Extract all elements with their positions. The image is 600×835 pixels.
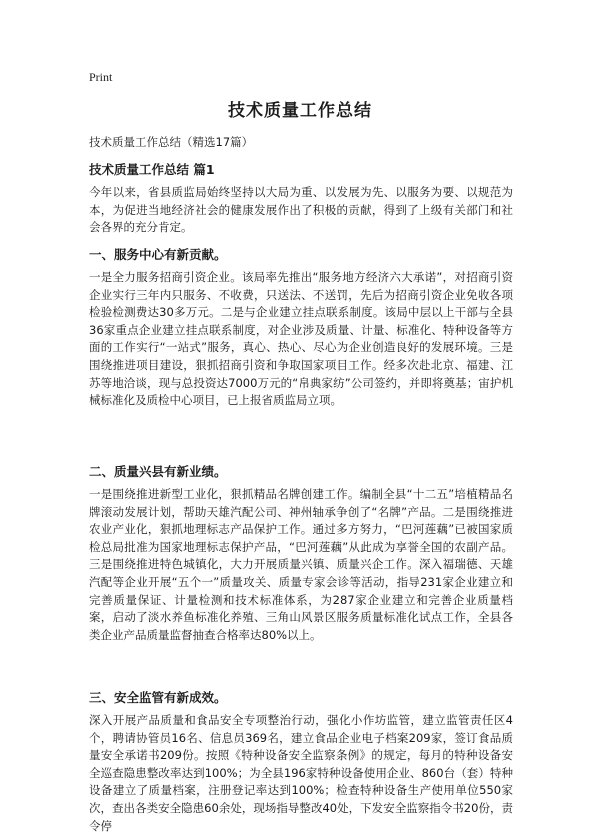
section-heading-1: 一、服务中心有新贡献。 [89,247,227,262]
page-title: 技术质量工作总结 [228,101,372,121]
print-link[interactable]: Print [89,70,113,84]
section-heading-2: 二、质量兴县有新业绩。 [89,464,227,479]
intro-paragraph: 今年以来，省县质监局始终坚持以大局为重、以发展为先、以服务为要、以规范为本，为促进当地经济社会的健康发展作出了积极的贡献，得到了上级有关部门和社会各界的充分肯定。 [89,185,513,235]
section-body-1: 一是全力服务招商引资企业。该局率先推出“服务地方经济六大承诺”，对招商引资企业实行三年内只服务、不收费，只送法、不送罚，先后为招商引资企业免收各项检验检测费达30多万元。二是与企业建立挂点联系制度。该局中层以上干部与全县36家重点企业建立挂点联系制度，对企业涉及质量、计量、标准化、特种设备等方面的工作实行“一站式”服务，真心、热心、尽心为企业创造良好的发展环境。三是围绕推进项目建设，狠抓招商引资和争取国家项目工作。经多次赴北京、福建、江苏等地洽谈，现与总投资达7000万元的“帛典家纺”公司签约，并即将奠基；宙护机械标准化及质检中心项目，已上报省质监局立项。 [89,270,513,408]
article-heading: 技术质量工作总结 篇1 [89,162,215,177]
section-heading-3: 三、安全监管有新成效。 [89,690,227,705]
section-body-3: 深入开展产品质量和食品安全专项整治行动，强化小作坊监管，建立监管责任区4个，聘请协管员16名、信息员369名，建立食品企业电子档案209家，签订食品质量安全承诺书209份。按照《特种设备安全监察条例》的规定，每月的特种设备安全巡查隐患整改率达到100%；为全县196家特种设备使用企业、860台（套）特种设备建立了质量档案，注册登记率达到100%；检查特种设备生产使用单位550家次，查出各类安全隐患60余处，现场指导整改40处，下发安全监察指令书20份，责令停 [89,713,513,833]
section-body-2: 一是围绕推进新型工业化，狠抓精品名牌创建工作。编制全县“十二五”培植精品名牌滚动发展计划，帮助天雄汽配公司、神州轴承争创了“名牌”产品。二是围绕推进农业产业化，狠抓地理标志产品保护工作。通过多方努力，“巴河莲藕”已被国家质检总局批准为国家地理标志保护产品，“巴河莲藕”从此成为享誉全国的农副产品。三是围绕推进特色城镇化，大力开展质量兴镇、质量兴企工作。深入福瑞德、天雄汽配等企业开展“五个一”质量攻关、质量专家会诊等活动，指导231家企业建立和完善质量保证、计量检测和技术标准体系，为287家企业建立和完善企业质量档案，启动了淡水养鱼标准化养殖、三角山风景区服务质量标准化试点工作，全县各类企业产品质量监督抽查合格率达80%以上。 [89,487,513,642]
document-subtitle: 技术质量工作总结（精选17篇） [89,135,254,149]
